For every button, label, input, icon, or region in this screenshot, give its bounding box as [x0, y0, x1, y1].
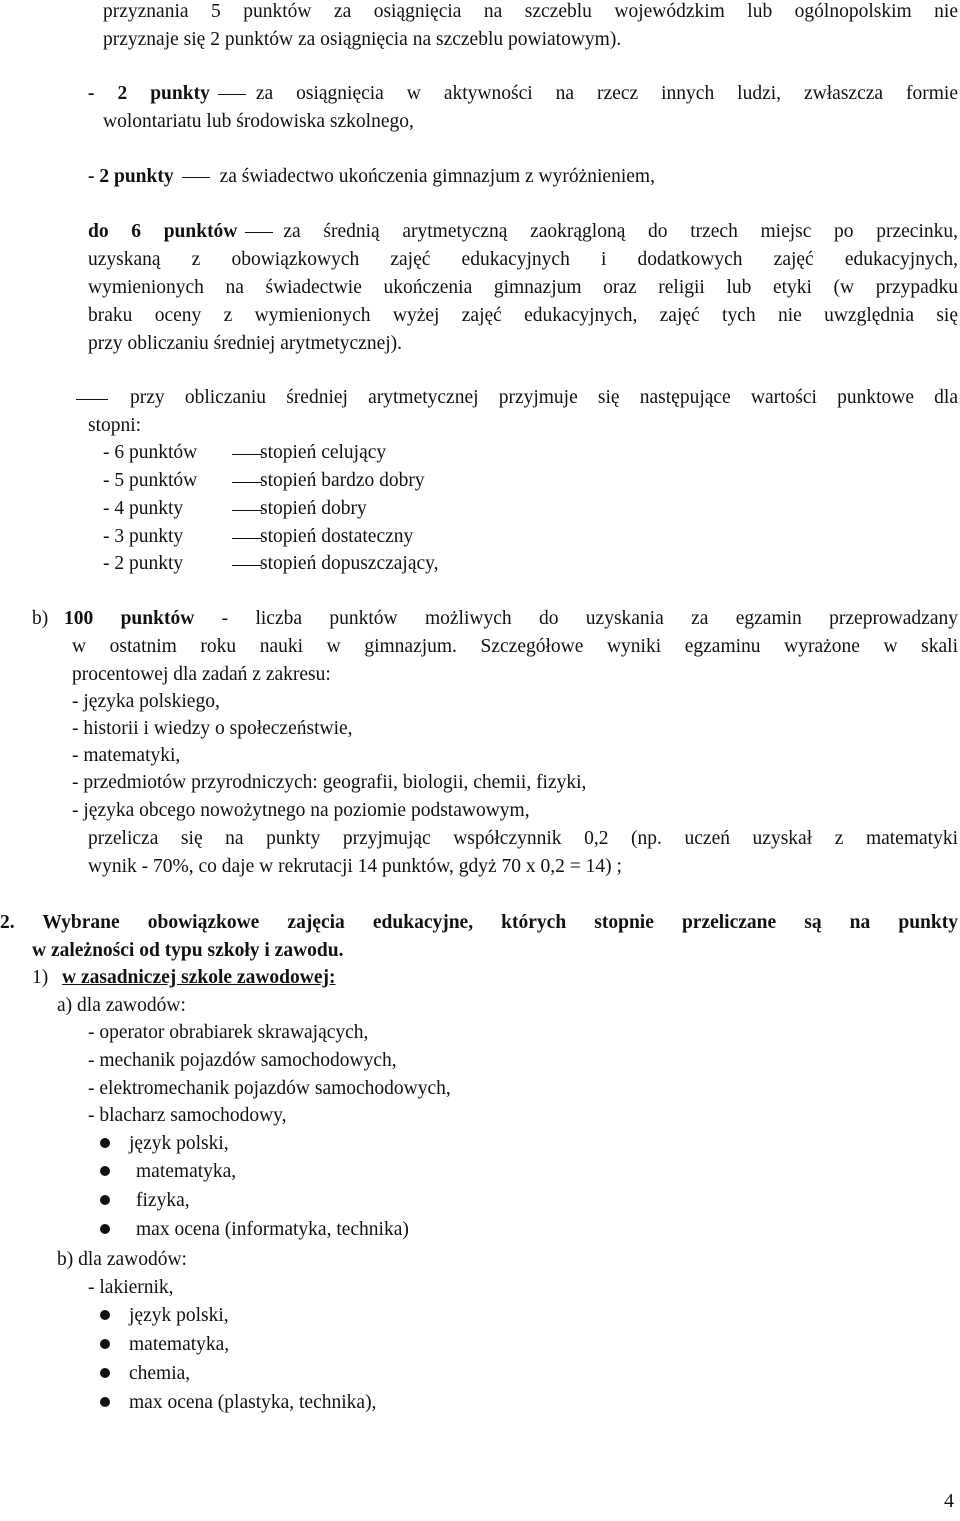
grade-name: stopień celujący	[260, 442, 387, 463]
bullet-icon	[100, 1166, 110, 1176]
grades-intro-2: stopni:	[88, 415, 142, 436]
section2-heading-2: w zależności od typu szkoły i zawodu.	[32, 940, 344, 961]
subject-item: max ocena (plastyka, technika),	[129, 1392, 377, 1413]
average-line-4: braku oceny z wymienionych wyżej zajęć edukacyjnych, zajęć tych nie uwzględnia się	[88, 305, 958, 326]
average-line-3: wymienionych na świadectwie ukończenia gimnazjum oraz religii lub etyki (w przypadku	[88, 277, 958, 298]
section2-heading-1: 2. Wybrane obowiązkowe zajęcia edukacyjne, których stopnie przeliczane są na punkty	[0, 912, 958, 933]
exam-subject: - matematyki,	[72, 745, 181, 766]
exam-subject: - historii i wiedzy o społeczeństwie,	[72, 718, 353, 739]
exam-subject: - języka polskiego,	[72, 691, 220, 712]
exam-conversion-1: przelicza się na punkty przyjmując współczynnik 0,2 (np. uczeń uzyskał z matematyki	[88, 828, 958, 849]
grade-dash	[232, 454, 262, 455]
subject-item: matematyka,	[129, 1334, 230, 1355]
em-dash	[245, 232, 273, 233]
exam-rest: - liczba punktów możliwych do uzyskania za egzamin przeprowadzany	[221, 608, 958, 629]
average-rest: za średnią arytmetyczną zaokrągloną do trzech miejsc po przecinku,	[283, 221, 958, 242]
average-line-2: uzyskaną z obowiązkowych zajęć edukacyjnych i dodatkowych zajęć edukacyjnych,	[88, 249, 958, 270]
exam-subject: - przedmiotów przyrodniczych: geografii, biologii, chemii, fizyki,	[72, 772, 587, 793]
exam-label: b)	[32, 608, 49, 629]
bullet-icon	[100, 1195, 110, 1205]
bullet-icon	[100, 1397, 110, 1407]
exam-line-3: procentowej dla zadań z zakresu:	[72, 664, 331, 685]
volunteer-lead: - 2 punkty	[88, 83, 210, 104]
bullet-icon	[100, 1138, 110, 1148]
grade-dash	[232, 538, 262, 539]
exam-subject: - języka obcego nowożytnego na poziomie podstawowym,	[72, 800, 530, 821]
subject-item: język polski,	[129, 1133, 229, 1154]
em-dash	[218, 94, 246, 95]
volunteer-line-1	[88, 82, 958, 106]
grade-dash	[232, 565, 262, 566]
profession-group-a: a) dla zawodów:	[57, 995, 186, 1016]
em-dash	[182, 177, 210, 178]
bullet-icon	[100, 1310, 110, 1320]
grades-intro-1: przy obliczaniu średniej arytmetycznej przyjmuje się następujące wartości punktowe dla	[130, 387, 958, 408]
volunteer-rest: za osiągnięcia w aktywności na rzecz innych ludzi, zwłaszcza formie	[255, 83, 958, 104]
average-lead: do 6 punktów	[88, 221, 238, 242]
subject-item: fizyka,	[136, 1190, 190, 1211]
certificate-line	[88, 165, 655, 189]
grade-name: stopień dopuszczający,	[260, 553, 439, 574]
grade-points: - 2 punkty	[103, 553, 184, 574]
grade-row	[103, 552, 183, 576]
exam-bold: 100 punktów	[64, 608, 195, 629]
top-line-1: przyznania 5 punktów za osiągnięcia na szczeblu wojewódzkim lub ogólnopolskim nie	[103, 1, 958, 22]
volunteer-line-2: wolontariatu lub środowiska szkolnego,	[103, 111, 414, 132]
bullet-icon	[100, 1368, 110, 1378]
grade-name: stopień dobry	[260, 498, 367, 519]
profession-item: - operator obrabiarek skrawających,	[88, 1022, 369, 1043]
grade-points: - 3 punkty	[103, 526, 184, 547]
grade-points: - 6 punktów	[103, 442, 198, 463]
grade-row	[103, 525, 183, 549]
grade-row	[103, 497, 183, 521]
subject-item: matematyka,	[136, 1161, 237, 1182]
average-line-5: przy obliczaniu średniej arytmetycznej).	[88, 333, 403, 354]
page-number: 4	[944, 1490, 954, 1512]
subject-item: max ocena (informatyka, technika)	[136, 1219, 409, 1240]
grade-row	[103, 469, 197, 493]
grade-points: - 4 punkty	[103, 498, 184, 519]
profession-item: - mechanik pojazdów samochodowych,	[88, 1050, 397, 1071]
bullet-icon	[100, 1339, 110, 1349]
exam-conversion-2: wynik - 70%, co daje w rekrutacji 14 punktów, gdyż 70 x 0,2 = 14) ;	[88, 856, 622, 877]
section2-subsection-number: 1)	[32, 967, 49, 988]
grade-row	[103, 441, 197, 465]
grade-name: stopień dostateczny	[260, 526, 414, 547]
list-dash	[76, 399, 108, 400]
grade-dash	[232, 510, 262, 511]
certificate-rest: za świadectwo ukończenia gimnazjum z wyróżnieniem,	[219, 166, 655, 187]
certificate-lead: - 2 punkty	[88, 166, 174, 187]
section2-subsection-title: w zasadniczej szkole zawodowej:	[62, 967, 336, 988]
exam-line-2: w ostatnim roku nauki w gimnazjum. Szczegółowe wyniki egzaminu wyrażone w skali	[72, 636, 958, 657]
exam-line-1	[64, 607, 958, 631]
subject-item: język polski,	[129, 1305, 229, 1326]
grade-points: - 5 punktów	[103, 470, 198, 491]
subject-item: chemia,	[129, 1363, 191, 1384]
profession-group-b: b) dla zawodów:	[57, 1249, 187, 1270]
average-line-1	[88, 220, 958, 244]
profession-item: - lakiernik,	[88, 1277, 174, 1298]
grade-name: stopień bardzo dobry	[260, 470, 425, 491]
profession-item: - elektromechanik pojazdów samochodowych,	[88, 1078, 451, 1099]
grade-dash	[232, 482, 262, 483]
top-line-2: przyznaje się 2 punktów za osiągnięcia na szczeblu powiatowym).	[103, 29, 622, 50]
profession-item: - blacharz samochodowy,	[88, 1105, 287, 1126]
bullet-icon	[100, 1224, 110, 1234]
